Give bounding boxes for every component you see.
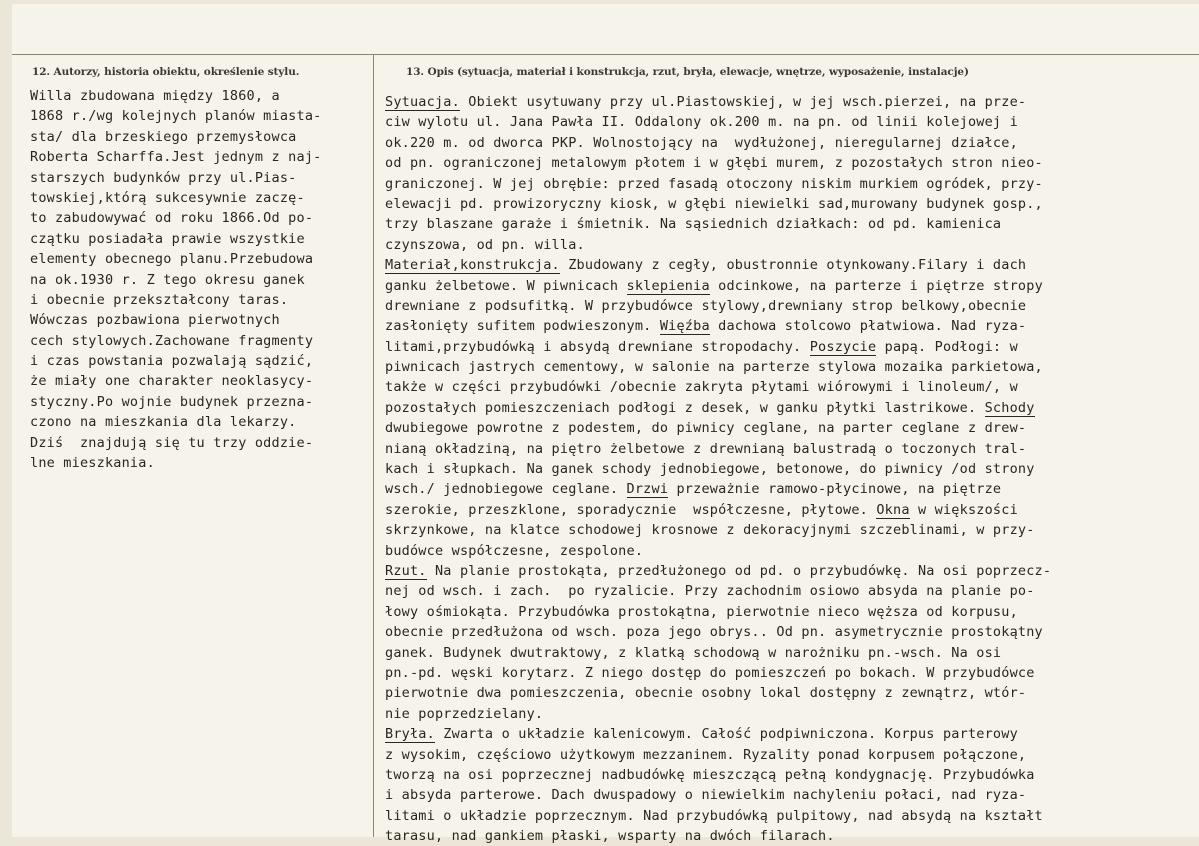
section-keyword: Drzwi — [626, 481, 669, 498]
description-line — [385, 398, 1051, 418]
line-text: litami,przybudówką i absydą drewniane stropodachy. — [385, 338, 810, 355]
line-text: pierwotnie dwa pomieszczenia, obecnie osobny lokal dostępny z zewnątrz, wtór- — [385, 685, 1027, 702]
description-line — [385, 806, 1051, 826]
description-line — [385, 316, 1051, 336]
history-line: sta/ dla brzeskiego przemysłowca — [30, 128, 297, 145]
description-line — [385, 174, 1051, 194]
description-line — [385, 826, 1051, 846]
line-text: graniczonej. W jej obrębie: przed fasadą otoczony niskim murkiem ogródek, przy- — [385, 175, 1043, 192]
line-text: szerokie, przeszklone, sporadycznie współczesne, płytowe. — [385, 501, 877, 518]
description-line — [385, 479, 1051, 499]
history-line: 1868 r./wg kolejnych planów miasta- — [30, 108, 322, 125]
description-line — [385, 520, 1051, 540]
description-line — [385, 214, 1051, 234]
line-text: pozostałych pomieszczeniach podłogi z desek, w ganku płytki lastrikowe. — [385, 399, 985, 416]
description-line — [385, 745, 1051, 765]
line-text: elewacji pd. prowizoryczny kiosk, w głębi niewielki sad,murowany budynek gosp., — [385, 195, 1043, 212]
description-line — [385, 92, 1051, 112]
description-line — [385, 561, 1051, 581]
history-line: Wówczas pozbawiona pierwotnych — [30, 312, 280, 329]
history-line: to zabudowywać od roku 1866.Od po- — [30, 210, 314, 227]
section-keyword: Okna — [876, 501, 910, 518]
line-text: papą. Podłogi: w — [876, 338, 1018, 355]
history-line: starszych budynków przy ul.Pias- — [30, 169, 297, 186]
description-line — [385, 500, 1051, 520]
history-line: czątku posiadała prawie wszystkie — [30, 230, 305, 247]
section-keyword: Rzut. — [385, 562, 427, 579]
description-text — [385, 92, 1051, 846]
description-line — [385, 459, 1051, 479]
description-line — [385, 276, 1051, 296]
line-text: skrzynkowe, na klatce schodowej krosnowe z dekoracyjnymi szczeblinami, w przy- — [385, 522, 1035, 539]
line-text: piwnicach jastrych cementowy, w salonie na parterze stylowa mozaika parkietowa, — [385, 359, 1043, 376]
description-line — [385, 541, 1051, 561]
section-keyword: Materiał,konstrukcja. — [385, 257, 560, 274]
line-text: przeważnie ramowo-płycinowe, na piętrze — [668, 481, 1002, 498]
line-text: Zbudowany z cegły, obustronnie otynkowany.Filary i dach — [559, 257, 1027, 274]
section-keyword: Więźba — [659, 318, 710, 335]
line-text: ganek. Budynek dwutraktowy, z klatką schodową w narożniku pn.-wsch. Na osi — [385, 644, 1002, 661]
description-line — [385, 643, 1051, 663]
line-text: drewniane z podsufitką. W przybudówce stylowy,drewniany strop belkowy,obecnie — [385, 297, 1027, 314]
line-text: kach i słupkach. Na ganek schody jednobiegowe, betonowe, do piwnicy /od strony — [385, 461, 1035, 478]
description-line — [385, 133, 1051, 153]
line-text: Zwarta o układzie kalenicowym. Całość podpiwniczona. Korpus parterowy — [434, 726, 1018, 743]
description-line — [385, 418, 1051, 438]
section-keyword: Poszycie — [809, 338, 877, 355]
line-text: nie poprzedzielany. — [385, 705, 544, 722]
line-text: od pn. ograniczonej metalowym płotem i w głębi murem, z pozostałych stron nieo- — [385, 155, 1043, 172]
line-text: trzy blaszane garaże i śmietnik. Na sąsiednich działkach: od pd. kamienica — [385, 216, 1002, 233]
section-keyword: Schody — [984, 399, 1035, 416]
description-line — [385, 337, 1051, 357]
history-line: towskiej,którą sukcesywnie zaczę- — [30, 189, 305, 206]
history-line: Dziś znajdują się tu trzy oddzie- — [30, 434, 314, 451]
line-text: z wysokim, częściowo użytkowym mezzaninem. Ryzality ponad korpusem połączone, — [385, 746, 1027, 763]
history-line: czono na mieszkania dla lekarzy. — [30, 414, 297, 431]
line-text: także w części przybudówki /obecnie zakryta płytami wiórowymi i linoleum/, w — [385, 379, 1018, 396]
description-line — [385, 112, 1051, 132]
history-line: i obecnie przekształcony taras. — [30, 291, 289, 308]
description-line — [385, 602, 1051, 622]
line-text: odcinkowe, na parterze i piętrze stropy — [709, 277, 1043, 294]
history-line: i czas powstania pozwalają sądzić, — [30, 353, 314, 370]
history-line: na ok.1930 r. Z tego okresu ganek — [30, 271, 305, 288]
description-line — [385, 765, 1051, 785]
line-text: ciw wylotu ul. Jana Pawła II. Oddalony ok.200 m. na pn. od linii kolejowej i — [385, 114, 1018, 131]
description-line — [385, 622, 1051, 642]
line-text: litami o układzie poprzecznym. Nad przybudówką pulpitowy, nad absydą na kształt — [385, 807, 1043, 824]
line-text: obecnie przedłużona od wsch. poza jego obrys.. Od pn. asymetrycznie prostokątny — [385, 624, 1043, 641]
description-line — [385, 235, 1051, 255]
line-text: dwubiegowe powrotne z podestem, do piwnicy ceglane, na parter ceglane z drew- — [385, 420, 1027, 437]
line-text: nianą okładziną, na piętro żelbetowe z drewnianą balustradą o toczonych tral- — [385, 440, 1027, 457]
history-line: styczny.Po wojnie budynek przezna- — [30, 393, 314, 410]
description-line — [385, 581, 1051, 601]
line-text: zasłonięty sufitem podwieszonym. — [385, 318, 660, 335]
line-text: i absyda parterowe. Dach dwuspadowy o niewielkim nachyleniu połaci, nad ryza- — [385, 787, 1027, 804]
history-line: cech stylowych.Zachowane fragmenty — [30, 332, 314, 349]
history-line: Roberta Scharffa.Jest jednym z naj- — [30, 149, 322, 166]
history-line: Willa zbudowana między 1860, a — [30, 88, 280, 104]
history-text — [30, 86, 321, 473]
line-text: tworzą na osi poprzecznej nadbudówkę mieszczącą pełną kondygnację. Przybudówka — [385, 766, 1035, 783]
section-keyword: sklepienia — [626, 277, 710, 294]
description-line — [385, 357, 1051, 377]
line-text: w większości — [909, 501, 1018, 518]
line-text: łowy ośmiokąta. Przybudówka prostokątna, pierwotnie nieco węższa od korpusu, — [385, 603, 1018, 620]
history-line: że miały one charakter neoklasycy- — [30, 373, 314, 390]
section-13-heading: 13. Opis (sytuacja, materiał i konstrukcja, rzut, bryła, elewacje, wnętrze, wyposażenie, instalacje) — [406, 66, 969, 78]
line-text: wsch./ jednobiegowe ceglane. — [385, 481, 627, 498]
history-line: lne mieszkania. — [30, 455, 155, 472]
section-keyword: Sytuacja. — [385, 94, 460, 110]
line-text: Na planie prostokąta, przedłużonego od pd. o przybudówkę. Na osi poprzecz- — [426, 562, 1052, 579]
description-line — [385, 296, 1051, 316]
header-rule — [12, 54, 1199, 55]
description-line — [385, 377, 1051, 397]
column-divider — [373, 54, 374, 837]
line-text: tarasu, nad gankiem płaski, wsparty na dwóch filarach. — [385, 828, 835, 845]
line-text: ganku żelbetowe. W piwnicach — [385, 277, 627, 294]
line-text: dachowa stolcowo płatwiowa. Nad ryza- — [709, 318, 1027, 335]
description-line — [385, 785, 1051, 805]
line-text: pn.-pd. węski korytarz. Z niego dostęp do pomieszczeń po bokach. W przybudówce — [385, 664, 1035, 681]
description-line — [385, 439, 1051, 459]
line-text: ok.220 m. od dworca PKP. Wolnostojący na wydłużonej, nieregularnej działce, — [385, 134, 1018, 151]
description-line — [385, 255, 1051, 275]
description-line — [385, 663, 1051, 683]
line-text: Obiekt usytuwany przy ul.Piastowskiej, w jej wsch.pierzei, na prze- — [459, 94, 1027, 110]
section-12-heading: 12. Autorzy, historia obiektu, określenie stylu. — [32, 66, 300, 78]
description-line — [385, 194, 1051, 214]
section-keyword: Bryła. — [385, 726, 435, 743]
line-text: nej od wsch. i zach. po ryzalicie. Przy zachodnim osiowo absyda na planie po- — [385, 583, 1035, 600]
description-line — [385, 724, 1051, 744]
description-line — [385, 153, 1051, 173]
line-text: budówce współczesne, zespolone. — [385, 542, 644, 559]
description-line — [385, 704, 1051, 724]
history-line: elementy obecnego planu.Przebudowa — [30, 251, 314, 268]
line-text: czynszowa, od pn. willa. — [385, 236, 585, 253]
description-line — [385, 683, 1051, 703]
